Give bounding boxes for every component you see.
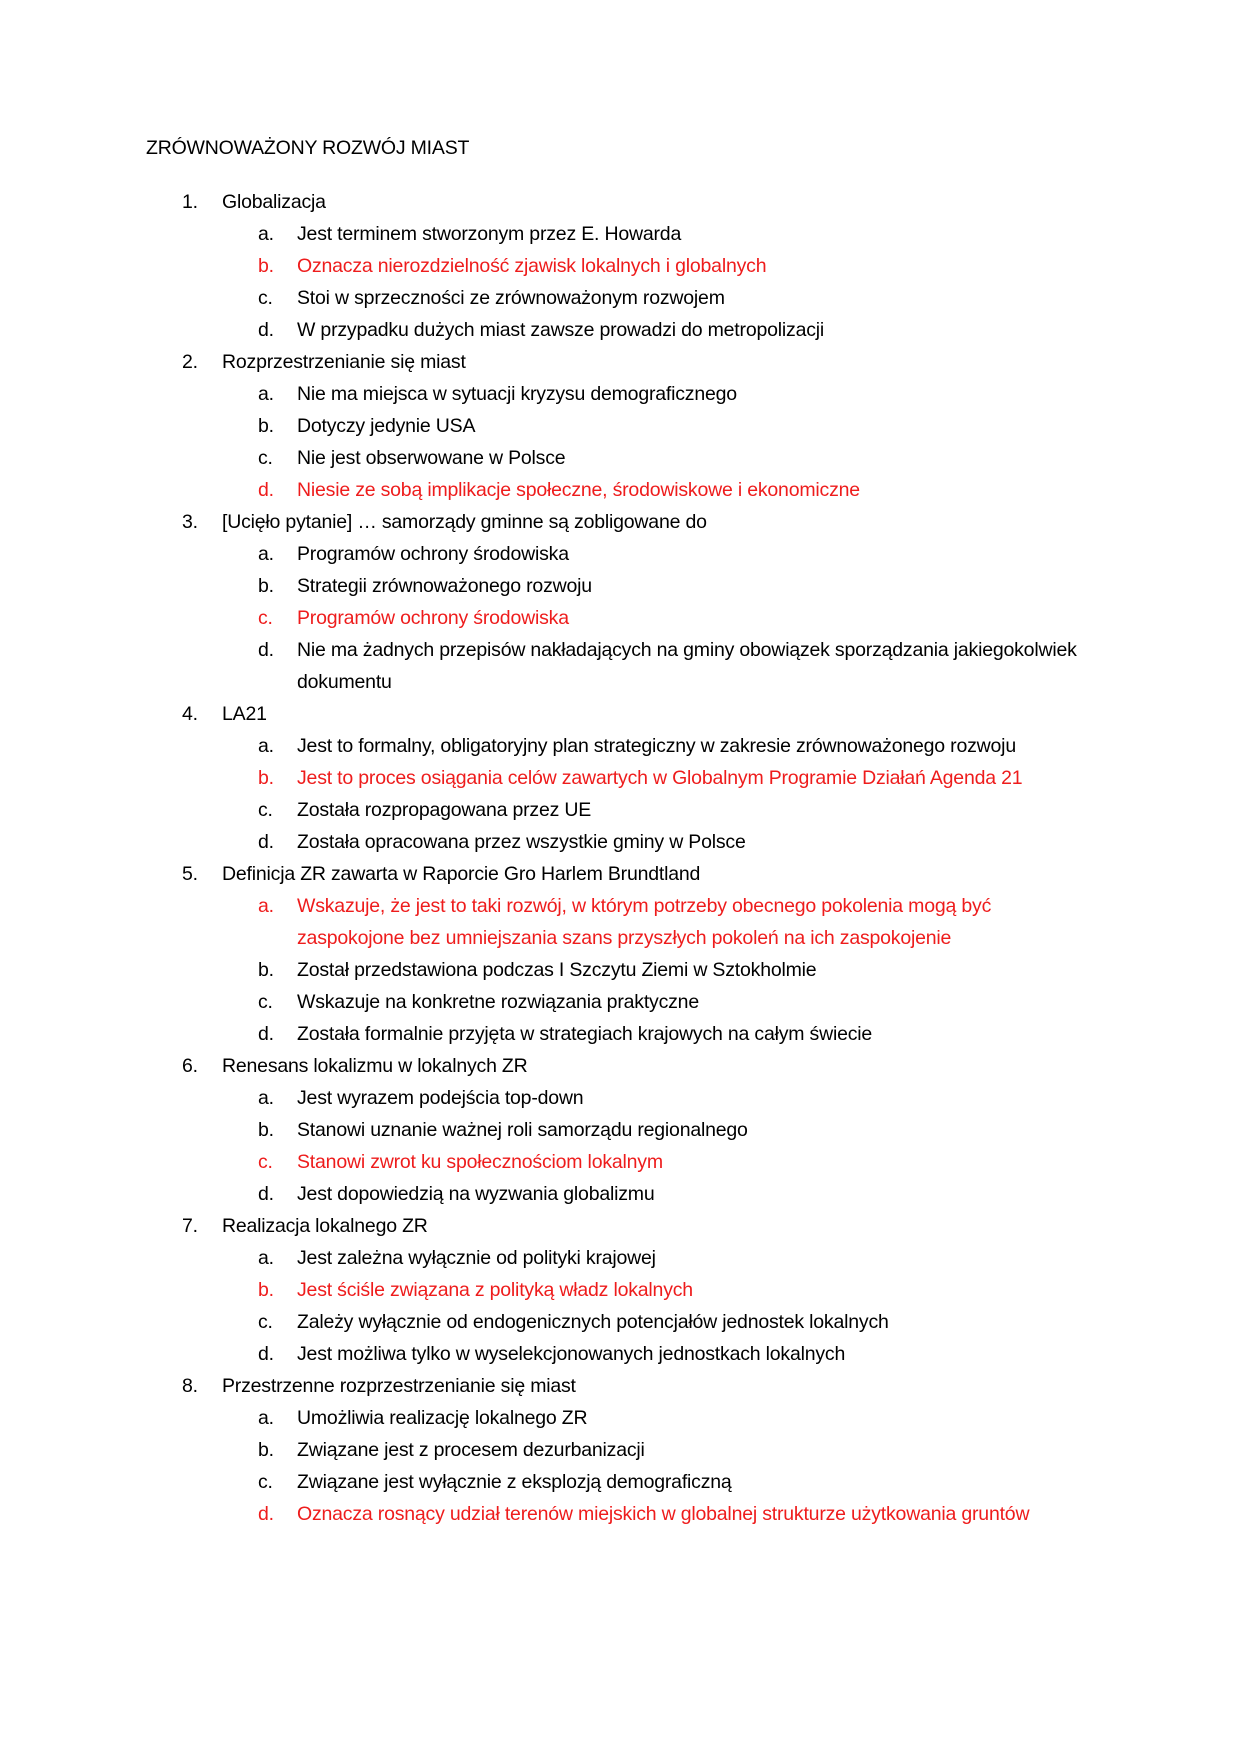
question-item — [0, 858, 1240, 1050]
answer-text: Wskazuje na konkretne rozwiązania praktyczne — [297, 991, 699, 1013]
answer-text: Jest wyrazem podejścia top-down — [297, 1087, 584, 1109]
answer-item — [0, 410, 1240, 442]
answer-item — [0, 634, 1240, 698]
question-number: 3. — [182, 511, 198, 533]
question-line — [0, 506, 1240, 538]
answer-item — [0, 1434, 1240, 1466]
answer-item — [0, 1082, 1240, 1114]
question-line — [0, 858, 1240, 890]
answer-item — [0, 1402, 1240, 1434]
answer-item — [0, 1114, 1240, 1146]
answer-item — [0, 1306, 1240, 1338]
answer-letter: b. — [258, 959, 274, 981]
answer-letter: c. — [258, 799, 273, 821]
answer-item-correct — [0, 250, 1240, 282]
question-number: 1. — [182, 191, 198, 213]
question-item — [0, 1370, 1240, 1530]
answer-letter: c. — [258, 287, 273, 309]
answer-item — [0, 794, 1240, 826]
answer-letter: d. — [258, 319, 274, 341]
question-number: 6. — [182, 1055, 198, 1077]
question-line — [0, 186, 1240, 218]
answer-letter: b. — [258, 255, 274, 277]
answer-item — [0, 378, 1240, 410]
question-line — [0, 1050, 1240, 1082]
answer-text: Nie ma żadnych przepisów nakładających na gminy obowiązek sporządzania jakiegokolwiek dokumentu — [297, 639, 1077, 693]
answer-text: Jest możliwa tylko w wyselekcjonowanych jednostkach lokalnych — [297, 1343, 846, 1365]
answer-item-correct — [0, 1498, 1240, 1530]
answer-text: Zależy wyłącznie od endogenicznych potencjałów jednostek lokalnych — [297, 1311, 889, 1333]
answer-letter: b. — [258, 1119, 274, 1141]
answer-text: Została formalnie przyjęta w strategiach krajowych na całym świecie — [297, 1023, 873, 1045]
answer-text: Stoi w sprzeczności ze zrównoważonym rozwojem — [297, 287, 725, 309]
answer-letter: c. — [258, 1151, 273, 1173]
answer-text: Jest to proces osiągania celów zawartych w Globalnym Programie Działań Agenda 21 — [297, 767, 1023, 789]
question-list — [0, 186, 1240, 1530]
answer-text: Niesie ze sobą implikacje społeczne, środowiskowe i ekonomiczne — [297, 479, 860, 501]
question-item — [0, 186, 1240, 346]
answer-text: Wskazuje, że jest to taki rozwój, w którym potrzeby obecnego pokolenia mogą być zaspokojone bez umniejszania szans przyszłych pokoleń na ich zaspokojenie — [297, 895, 992, 949]
question-line — [0, 698, 1240, 730]
answer-text: Strategii zrównoważonego rozwoju — [297, 575, 592, 597]
answer-text: Został przedstawiona podczas I Szczytu Ziemi w Sztokholmie — [297, 959, 817, 981]
answer-list — [0, 890, 1240, 1050]
answer-list — [0, 1242, 1240, 1370]
answer-list — [0, 1402, 1240, 1530]
answer-letter: b. — [258, 767, 274, 789]
answer-letter: a. — [258, 735, 274, 757]
question-item — [0, 346, 1240, 506]
answer-letter: d. — [258, 1023, 274, 1045]
answer-item — [0, 1466, 1240, 1498]
answer-item — [0, 730, 1240, 762]
question-item — [0, 506, 1240, 698]
answer-text: Jest zależna wyłącznie od polityki krajowej — [297, 1247, 656, 1269]
question-text: Definicja ZR zawarta w Raporcie Gro Harlem Brundtland — [222, 863, 701, 885]
question-number: 2. — [182, 351, 198, 373]
answer-text: Programów ochrony środowiska — [297, 543, 569, 565]
answer-text: Nie jest obserwowane w Polsce — [297, 447, 566, 469]
answer-text: Umożliwia realizację lokalnego ZR — [297, 1407, 588, 1429]
answer-text: Dotyczy jedynie USA — [297, 415, 476, 437]
answer-text: Jest to formalny, obligatoryjny plan strategiczny w zakresie zrównoważonego rozwoju — [297, 735, 1016, 757]
answer-item — [0, 1242, 1240, 1274]
answer-letter: c. — [258, 1311, 273, 1333]
question-number: 5. — [182, 863, 198, 885]
answer-list — [0, 730, 1240, 858]
answer-letter: d. — [258, 1503, 274, 1525]
question-line — [0, 1210, 1240, 1242]
answer-text: Oznacza nierozdzielność zjawisk lokalnych i globalnych — [297, 255, 767, 277]
answer-text: Jest ściśle związana z polityką władz lokalnych — [297, 1279, 693, 1301]
question-text: Realizacja lokalnego ZR — [222, 1215, 428, 1237]
question-number: 4. — [182, 703, 198, 725]
answer-item — [0, 1018, 1240, 1050]
answer-letter: d. — [258, 1343, 274, 1365]
answer-item — [0, 986, 1240, 1018]
answer-item — [0, 1338, 1240, 1370]
question-number: 8. — [182, 1375, 198, 1397]
answer-item-correct — [0, 1146, 1240, 1178]
answer-letter: c. — [258, 447, 273, 469]
answer-letter: a. — [258, 1247, 274, 1269]
question-text: [Ucięło pytanie] … samorządy gminne są zobligowane do — [222, 511, 707, 533]
answer-text: Związane jest z procesem dezurbanizacji — [297, 1439, 645, 1461]
answer-letter: b. — [258, 575, 274, 597]
answer-item — [0, 282, 1240, 314]
question-item — [0, 1050, 1240, 1210]
answer-text: Została rozpropagowana przez UE — [297, 799, 592, 821]
answer-letter: c. — [258, 607, 273, 629]
answer-list — [0, 218, 1240, 346]
question-line — [0, 346, 1240, 378]
question-text: Przestrzenne rozprzestrzenianie się miast — [222, 1375, 576, 1397]
answer-item — [0, 442, 1240, 474]
question-text: Renesans lokalizmu w lokalnych ZR — [222, 1055, 528, 1077]
answer-letter: c. — [258, 991, 273, 1013]
question-number: 7. — [182, 1215, 198, 1237]
answer-text: Programów ochrony środowiska — [297, 607, 569, 629]
answer-letter: b. — [258, 415, 274, 437]
answer-letter: d. — [258, 639, 274, 661]
answer-list — [0, 538, 1240, 698]
answer-item — [0, 1178, 1240, 1210]
answer-letter: a. — [258, 383, 274, 405]
question-item — [0, 1210, 1240, 1370]
answer-text: W przypadku dużych miast zawsze prowadzi do metropolizacji — [297, 319, 825, 341]
answer-text: Jest dopowiedzią na wyzwania globalizmu — [297, 1183, 655, 1205]
answer-letter: d. — [258, 831, 274, 853]
question-line — [0, 1370, 1240, 1402]
answer-item — [0, 954, 1240, 986]
answer-item-correct — [0, 474, 1240, 506]
answer-letter: a. — [258, 1087, 274, 1109]
answer-item-correct — [0, 602, 1240, 634]
question-text: Rozprzestrzenianie się miast — [222, 351, 466, 373]
answer-letter: c. — [258, 1471, 273, 1493]
answer-item — [0, 570, 1240, 602]
answer-letter: a. — [258, 895, 274, 917]
answer-text: Związane jest wyłącznie z eksplozją demograficzną — [297, 1471, 732, 1493]
answer-text: Stanowi uznanie ważnej roli samorządu regionalnego — [297, 1119, 748, 1141]
question-text: Globalizacja — [222, 191, 326, 213]
document-title: ZRÓWNOWAŻONY ROZWÓJ MIAST — [146, 137, 470, 159]
answer-item — [0, 218, 1240, 250]
question-item — [0, 698, 1240, 858]
answer-text: Została opracowana przez wszystkie gminy w Polsce — [297, 831, 746, 853]
answer-letter: a. — [258, 543, 274, 565]
answer-item-correct — [0, 890, 1240, 954]
answer-letter: a. — [258, 223, 274, 245]
answer-letter: a. — [258, 1407, 274, 1429]
answer-text: Oznacza rosnący udział terenów miejskich w globalnej strukturze użytkowania gruntów — [297, 1503, 1030, 1525]
answer-letter: b. — [258, 1279, 274, 1301]
answer-letter: d. — [258, 1183, 274, 1205]
answer-list — [0, 1082, 1240, 1210]
answer-item-correct — [0, 1274, 1240, 1306]
answer-text: Nie ma miejsca w sytuacji kryzysu demograficznego — [297, 383, 737, 405]
answer-item — [0, 538, 1240, 570]
question-text: LA21 — [222, 703, 267, 725]
answer-item-correct — [0, 762, 1240, 794]
answer-letter: d. — [258, 479, 274, 501]
answer-list — [0, 378, 1240, 506]
answer-text: Stanowi zwrot ku społecznościom lokalnym — [297, 1151, 663, 1173]
answer-item — [0, 314, 1240, 346]
answer-text: Jest terminem stworzonym przez E. Howarda — [297, 223, 682, 245]
answer-letter: b. — [258, 1439, 274, 1461]
answer-item — [0, 826, 1240, 858]
